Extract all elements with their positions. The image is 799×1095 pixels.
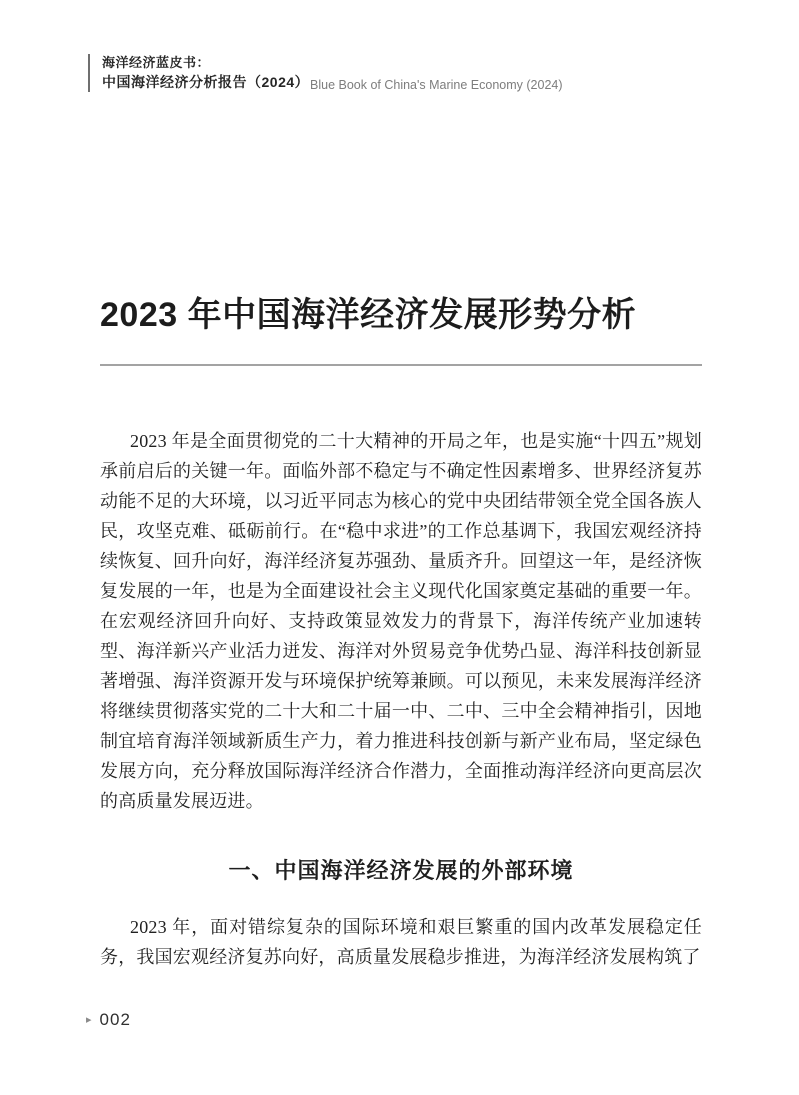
- english-subtitle: Blue Book of China's Marine Economy (2024): [310, 78, 563, 92]
- page-number: 002: [99, 1010, 131, 1029]
- page-footer: [86, 1010, 131, 1030]
- report-title: 中国海洋经济分析报告（2024）: [102, 74, 310, 90]
- series-title: 海洋经济蓝皮书：: [102, 55, 211, 70]
- section-heading: 一、中国海洋经济发展的外部环境: [228, 858, 574, 883]
- page-header: [88, 54, 309, 92]
- title-underline: [100, 364, 702, 366]
- intro-paragraph: 2023 年是全面贯彻党的二十大精神的开局之年，也是实施“十四五”规划承前启后的关键一年。面临外部不稳定与不确定性因素增多、世界经济复苏动能不足的大环境，以习近平同志为核心的党中央团结带领全党全国各族人民，攻坚克难、砥砺前行。在“稳中求进”的工作总基调下，我国宏观经济持续恢复、回升向好，海洋经济复苏强劲、量质齐升。回望这一年，是经济恢复发展的一年，也是为全面建设社会主义现代化国家奠定基础的重要一年。在宏观经济回升向好、支持政策显效发力的背景下，海洋传统产业加速转型、海洋新兴产业活力迸发、海洋对外贸易竞争优势凸显、海洋科技创新显著增强、海洋资源开发与环境保护统筹兼顾。可以预见，未来发展海洋经济将继续贯彻落实党的二十大和二十届一中、二中、三中全会精神指引，因地制宜培育海洋领域新质生产力，着力推进科技创新与新产业布局，坚定绿色发展方向，充分释放国际海洋经济合作潜力，全面推动海洋经济向更高层次的高质量发展迈进。: [100, 431, 702, 811]
- page-marker-icon: ▸: [86, 1013, 92, 1026]
- chapter-title: 2023 年中国海洋经济发展形势分析: [100, 296, 637, 334]
- header-titles: [102, 54, 309, 92]
- header-divider-bar: [88, 54, 90, 92]
- section-paragraph: 2023 年，面对错综复杂的国际环境和艰巨繁重的国内改革发展稳定任务，我国宏观经济复苏向好，高质量发展稳步推进，为海洋经济发展构筑了: [100, 917, 702, 967]
